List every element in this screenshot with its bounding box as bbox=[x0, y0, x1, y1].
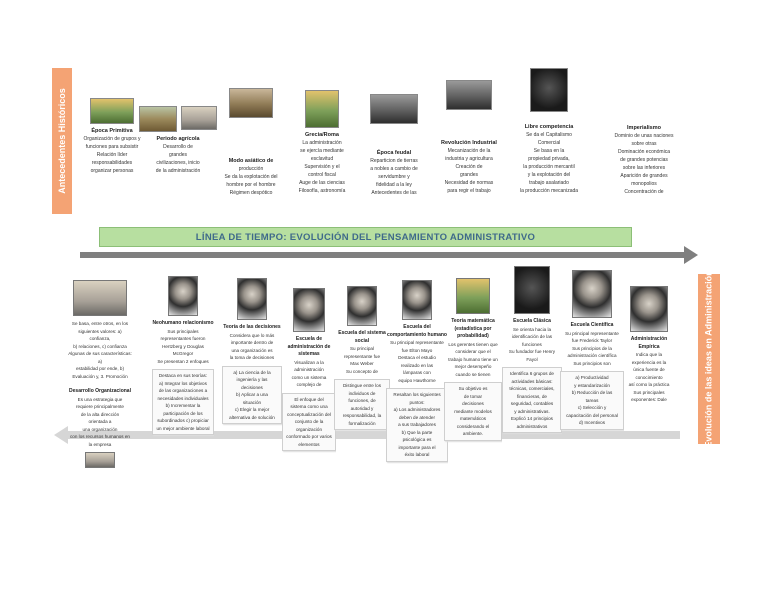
bottom-card-scientific-school: Escuela Científica Su principal representante fue Frederick Taylor Sus principios de la administración científica Sus principios son a) Productividad y estandarización b) Reducción de las tareas c) Selección y capacitación del personal d) Incentivos bbox=[560, 270, 624, 482]
timeline-title-banner bbox=[99, 227, 632, 247]
social-system-detail-box: Distingue entre los individuos de funciones, de autoridad y responsabilidad, la formalización bbox=[334, 379, 390, 430]
top-card-agricultural: Periodo agrícola Desarrollo de grandes civilizaciones, inicio de la administración bbox=[136, 106, 220, 226]
greece-rome-image bbox=[305, 90, 339, 128]
asiatic-image bbox=[229, 88, 273, 118]
agricultural-image bbox=[139, 106, 177, 132]
portrait-herzberg bbox=[168, 276, 198, 316]
portrait-decision-theory bbox=[237, 278, 267, 320]
top-card-greece-rome: Grecia/Roma La administración se ejercía mediante esclavitud Supervisión y el control fiscal Auge de las ciencias Filosofía, astronomía bbox=[288, 90, 356, 228]
top-card-free-competition: Libre competencia Se da el Capitalismo Comercial Se basa en la propiedad privada, la producción mercantil y la explotación del trabajo asalariado la producción mecanizada bbox=[504, 68, 594, 228]
portrait-max-weber bbox=[347, 286, 377, 326]
decision-theory-detail-box: a) La ciencia de la ingeniería y las decisiones b) Aplicar a una situación c) Elegir la mejor alternativa de solución bbox=[222, 366, 282, 425]
timeline-arrow-forward bbox=[80, 252, 686, 258]
mathematical-theory-image bbox=[456, 278, 490, 314]
bottom-card-classical-school: Escuela Clásica Se orienta hacia la identificación de las funciones Su fundador fue Henry Fayol Identifica 6 grupos de actividades básicas: técnicas, comerciales, financieras, de seguridad, contables y administrativas. Explicó 14 principios administrativos bbox=[502, 266, 562, 480]
top-card-primitive: Época Primitiva Organización de grupos y funciones para subsistir Relación líder responsabilidades organizar personas bbox=[78, 98, 146, 223]
feudal-image bbox=[370, 94, 418, 124]
free-competition-image bbox=[530, 68, 568, 112]
bottom-card-social-system-school: Escuela del sistema social Su principal representante fue Max Weber Su concepto de Distingue entre los individuos de funciones, de autoridad y responsabilidad, la formalización bbox=[334, 286, 390, 446]
portrait-frederick-taylor bbox=[572, 270, 612, 318]
timeline-title: LÍNEA DE TIEMPO: EVOLUCIÓN DEL PENSAMIENTO ADMINISTRATIVO bbox=[195, 231, 536, 243]
arrow-left-icon bbox=[54, 426, 68, 444]
top-card-asiatic: Modo asiático de producción Se da la explotación del hombre por el hombre Régimen despótico bbox=[212, 88, 290, 223]
mathematical-theory-detail-box: Su objetivo es de tomar decisiones mediante modelos matemáticos considerando el ambiente. bbox=[444, 382, 502, 441]
portrait-ernest-dale bbox=[630, 286, 668, 332]
bottom-card-organizational-development: Se basa, entre otros, en los siguientes valores: a) confianza, b) relaciones, c) confianza Algunas de sus características: a) estabilidad por ende, b) Evaluación y, 3. Promoción Desarrollo Organizacional Es una estrategia que requiere principalmente de la alta dirección orientada a una organización con los recursos humanos en la empresa bbox=[68, 280, 132, 490]
top-card-imperialism: Imperialismo Dominio de unas naciones sobre otras Dominación económica de grandes potencias sobre las inferiores Aparición de grandes monopolios Concentración de bbox=[614, 125, 674, 195]
top-card-title: Época Primitiva bbox=[91, 128, 133, 134]
human-behavior-detail-box: Resaltan los siguientes puntos: a) Los administradores deben de atender a sus trabajadores b) Que la parte psicológica es importante para el éxito laboral bbox=[386, 388, 448, 462]
portrait-henri-fayol bbox=[514, 266, 550, 314]
portrait-systems-school bbox=[293, 288, 325, 332]
bottom-card-neohuman-relations: Neohumano relacionismo Sus principales representantes fueron Hertzberg y Douglas McGregor Se presentan 2 enfoques Destaca en sus teorías: a) Integrar los objetivos de las organizaciones a necesidades individuales b) Incrementar la participación de los subordinados c) propiciar un mejor ambiente laboral bbox=[152, 276, 214, 466]
classical-school-detail-box: Identifica 6 grupos de actividades básicas: técnicas, comerciales, financieras, de seguridad, contables y administrativas. Explicó 14 principios administrativos bbox=[502, 367, 562, 433]
people-network-icon bbox=[85, 452, 115, 468]
industrial-image bbox=[446, 80, 492, 110]
historical-antecedents-label bbox=[52, 68, 72, 214]
bottom-card-empirical-administration: Administración Empírica Indica que la experiencia es la única fuente de conocimiento así como la práctica Sus principales exponentes: Dale bbox=[620, 286, 678, 426]
top-card-industrial-revolution: Revolución Industrial Mecanización de la industria y agricultura Creación de grandes Necesidad de normas para regir el trabajo bbox=[436, 80, 502, 228]
top-card-feudal: Época feudal Reparticion de tierras a nobles a cambio de servidumbre y fidelidad a la ley Antecedentes de las bbox=[362, 94, 426, 228]
bottom-card-decision-theory: Teoría de las decisiones Considera que lo más importante dentro de una organización es la toma de decisiones a) La ciencia de la ingeniería y las decisiones b) Aplicar a una situación c) Elegir la mejor alternativa de solución bbox=[222, 278, 282, 458]
organizational-development-image bbox=[73, 280, 127, 316]
historical-antecedents-text: Antecedentes Históricos bbox=[57, 88, 67, 194]
arrow-right-icon bbox=[684, 246, 698, 264]
portrait-elton-mayo bbox=[402, 280, 432, 320]
bottom-card-mathematical-theory: Teoría matemática (estadística por probabilidad) Los gerentes tienen que considerar que el trabajo humano tiene un mejor desempeño cuando se tienen Su objetivo es de tomar decisiones mediante modelos matemáticos considerando el ambiente. bbox=[444, 278, 502, 448]
evolution-ideas-label bbox=[698, 270, 720, 448]
neohuman-detail-box: Destaca en sus teorías: a) Integrar los objetivos de las organizaciones a necesidades individuales b) Incrementar la participación de los subordinados c) propiciar un mejor ambiente laboral bbox=[152, 369, 214, 435]
scientific-school-detail-box: a) Productividad y estandarización b) Reducción de las tareas c) Selección y capacitación del personal d) Incentivos bbox=[560, 371, 624, 430]
bottom-card-human-behavior-school: Escuela del comportamiento humano Su principal representante fue Elton Mayo Destaca el estudio realizado en las lámparas con equipo Hawthorne Resaltan los siguientes puntos: a) Los administradores deben de atender a sus trabajadores b) Que la parte psicológica es importante para el éxito laboral bbox=[386, 280, 448, 475]
primitive-era-image bbox=[90, 98, 134, 124]
evolution-ideas-text: Evolución de las ideas en Administración bbox=[704, 270, 714, 448]
bottom-card-systems-school: Escuela de administración de sistemas Visualizan a la administración como un sistema complejo de El enfoque del sistema como una conceptualización del conjunto de la organización conformado por varios elementos bbox=[282, 288, 336, 458]
systems-school-detail-box: El enfoque del sistema como una conceptualización del conjunto de la organización conformado por varios elementos bbox=[282, 393, 336, 452]
